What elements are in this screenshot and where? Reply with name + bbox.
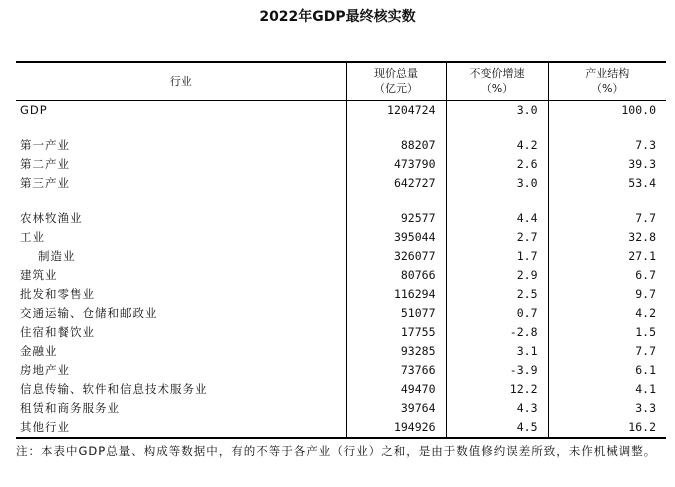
row-growth: 4.5 — [446, 418, 548, 438]
row-share: 4.2 — [548, 304, 666, 323]
row-share: 7.7 — [548, 342, 666, 361]
row-share: 1.5 — [548, 323, 666, 342]
row-growth: 3.0 — [446, 174, 548, 193]
row-share: 3.3 — [548, 399, 666, 418]
row-name: 金融业 — [20, 344, 58, 358]
row-share: 7.3 — [548, 136, 666, 155]
row-value: 49470 — [346, 380, 446, 399]
row-value: 326077 — [346, 247, 446, 266]
table-row — [16, 155, 666, 174]
row-share: 7.7 — [548, 209, 666, 228]
row-share: 27.1 — [548, 247, 666, 266]
row-value: 116294 — [346, 285, 446, 304]
row-value: 642727 — [346, 174, 446, 193]
row-growth: 3.1 — [446, 342, 548, 361]
row-name: 房地产业 — [20, 363, 70, 377]
row-value: 39764 — [346, 399, 446, 418]
table-row — [16, 209, 666, 228]
row-value: 88207 — [346, 136, 446, 155]
table-row — [16, 399, 666, 418]
row-growth: 1.7 — [446, 247, 548, 266]
row-value: 17755 — [346, 323, 446, 342]
row-share: 6.1 — [548, 361, 666, 380]
row-growth: 4.2 — [446, 136, 548, 155]
table-row — [16, 228, 666, 247]
gdp-table — [16, 61, 666, 439]
table-row-gdp — [16, 100, 666, 120]
table-header-row — [16, 62, 666, 100]
row-value: 92577 — [346, 209, 446, 228]
row-growth: 2.9 — [446, 266, 548, 285]
row-value: 51077 — [346, 304, 446, 323]
row-value: 80766 — [346, 266, 446, 285]
row-name: GDP — [20, 103, 48, 117]
table-row — [16, 136, 666, 155]
header-structure: 产业结构 （%） — [548, 62, 666, 100]
row-share: 4.1 — [548, 380, 666, 399]
row-share: 100.0 — [548, 100, 666, 120]
row-name: 交通运输、仓储和邮政业 — [20, 306, 158, 320]
table-row — [16, 418, 666, 438]
table-row — [16, 285, 666, 304]
row-name: 住宿和餐饮业 — [20, 325, 95, 339]
row-growth: -2.8 — [446, 323, 548, 342]
table-row — [16, 266, 666, 285]
row-growth: 12.2 — [446, 380, 548, 399]
row-share: 6.7 — [548, 266, 666, 285]
header-current-price: 现价总量 （亿元） — [346, 62, 446, 100]
row-name: 第二产业 — [20, 157, 70, 171]
row-value: 395044 — [346, 228, 446, 247]
row-growth: 3.0 — [446, 100, 548, 120]
table-row — [16, 342, 666, 361]
row-share: 32.8 — [548, 228, 666, 247]
row-growth: 2.7 — [446, 228, 548, 247]
row-name: 租赁和商务服务业 — [20, 401, 120, 415]
row-name: 农林牧渔业 — [20, 211, 83, 225]
footnote: 注：本表中GDP总量、构成等数据中，有的不等于各产业（行业）之和，是由于数值修约误差所致，未作机械调整。 — [16, 444, 657, 458]
row-share: 9.7 — [548, 285, 666, 304]
table-row — [16, 361, 666, 380]
header-industry: 行业 — [16, 62, 346, 100]
row-name: 信息传输、软件和信息技术服务业 — [20, 382, 208, 396]
header-growth: 不变价增速 （%） — [446, 62, 548, 100]
table-spacer-row — [16, 193, 666, 209]
row-value: 73766 — [346, 361, 446, 380]
row-growth: 4.4 — [446, 209, 548, 228]
row-share: 53.4 — [548, 174, 666, 193]
row-name: 第一产业 — [20, 138, 70, 152]
row-growth: 2.6 — [446, 155, 548, 174]
row-growth: 0.7 — [446, 304, 548, 323]
row-growth: 2.5 — [446, 285, 548, 304]
table-row — [16, 323, 666, 342]
row-value: 1204724 — [346, 100, 446, 120]
row-name: 工业 — [20, 230, 45, 244]
row-growth: -3.9 — [446, 361, 548, 380]
page-title: 2022年GDP最终核实数 — [259, 9, 416, 25]
row-value: 93285 — [346, 342, 446, 361]
row-name: 批发和零售业 — [20, 287, 95, 301]
row-value: 194926 — [346, 418, 446, 438]
table-row — [16, 174, 666, 193]
row-growth: 4.3 — [446, 399, 548, 418]
table-row — [16, 304, 666, 323]
row-value: 473790 — [346, 155, 446, 174]
table-row — [16, 380, 666, 399]
row-name: 制造业 — [38, 249, 76, 263]
table-row — [16, 247, 666, 266]
table-spacer-row — [16, 120, 666, 136]
row-share: 16.2 — [548, 418, 666, 438]
row-name: 其他行业 — [16, 418, 346, 438]
row-name: 第三产业 — [20, 176, 70, 190]
row-name: 建筑业 — [20, 268, 58, 282]
row-share: 39.3 — [548, 155, 666, 174]
